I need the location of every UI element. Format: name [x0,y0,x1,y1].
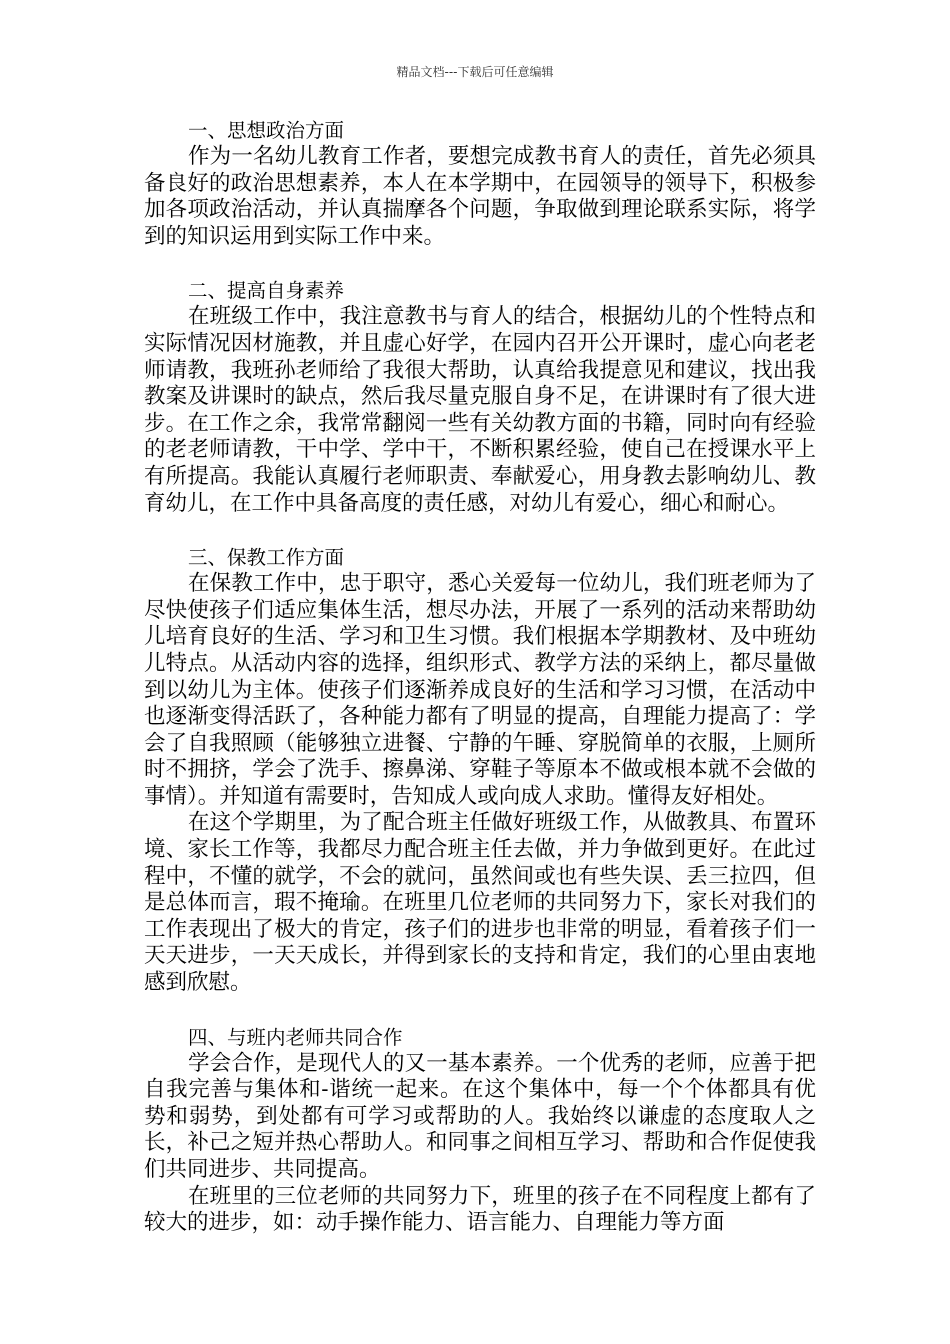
document-body [144,118,816,1265]
paragraph: 学会合作，是现代人的又一基本素养。一个优秀的老师，应善于把自我完善与集体和-谐统一起来。在这个集体中，每一个个体都具有优势和弱势，到处都有可学习或帮助的人。我始终以谦虚的态度取人之长，补己之短并热心帮助人。和同事之间相互学习、帮助和合作促使我们共同进步、共同提高。 [144,1050,816,1182]
section-care-education [144,545,816,997]
paragraph: 在班里的三位老师的共同努力下，班里的孩子在不同程度上都有了较大的进步，如：动手操作能力、语言能力、自理能力等方面 [144,1183,816,1236]
paragraph: 作为一名幼儿教育工作者，要想完成教书育人的责任，首先必须具备良好的政治思想素养，本人在本学期中，在园领导的领导下，积极参加各项政治活动，并认真揣摩各个问题，争取做到理论联系实际，将学到的知识运用到实际工作中来。 [144,144,816,249]
paragraph: 在班级工作中，我注意教书与育人的结合，根据幼儿的个性特点和实际情况因材施教，并且虚心好学，在园内召开公开课时，虚心向老老师请教，我班孙老师给了我很大帮助，认真给我提意见和建议，找出我教案及讲课时的缺点，然后我尽量克服自身不足，在讲课时有了很大进步。在工作之余，我常常翻阅一些有关幼教方面的书籍，同时向有经验的老老师请教，干中学、学中干，不断积累经验，使自己在授课水平上有所提高。我能认真履行老师职责、奉献爱心，用身教去影响幼儿、教育幼儿，在工作中具备高度的责任感，对幼儿有爱心，细心和耐心。 [144,304,816,516]
section-teamwork [144,1025,816,1237]
section-political-thought [144,118,816,250]
page-header: 精品文档---下载后可任意编辑 [396,65,554,79]
section-heading: 一、思想政治方面 [188,119,345,142]
section-heading: 二、提高自身素养 [188,279,345,303]
section-heading: 三、保教工作方面 [188,546,345,570]
section-heading: 四、与班内老师共同合作 [188,1025,403,1049]
section-self-improvement [144,278,816,517]
paragraph: 在这个学期里，为了配合班主任做好班级工作，从做教具、布置环境、家长工作等，我都尽力配合班主任去做，并力争做到更好。在此过程中，不懂的就学，不会的就问，虽然间或也有些失误、丢三拉四，但是总体而言，瑕不掩瑜。在班里几位老师的共同努力下，家长对我们的工作表现出了极大的肯定，孩子们的进步也非常的明显，看着孩子们一天天进步，一天天成长，并得到家长的支持和肯定，我们的心里由衷地感到欣慰。 [144,810,816,996]
paragraph: 在保教工作中，忠于职守，悉心关爱每一位幼儿，我们班老师为了尽快使孩子们适应集体生活，想尽办法，开展了一系列的活动来帮助幼儿培育良好的生活、学习和卫生习惯。我们根据本学期教材、及中班幼儿特点。从活动内容的选择，组织形式、教学方法的采纳上，都尽量做到以幼儿为主体。使孩子们逐渐养成良好的生活和学习习惯，在活动中也逐渐变得活跃了，各种能力都有了明显的提高，自理能力提高了：学会了自我照顾（能够独立进餐、宁静的午睡、穿脱简单的衣服，上厕所时不拥挤，学会了洗手、擦鼻涕、穿鞋子等原本不做或根本就不会做的事情）。并知道有需要时，告知成人或向成人求助。懂得友好相处。 [144,571,816,809]
